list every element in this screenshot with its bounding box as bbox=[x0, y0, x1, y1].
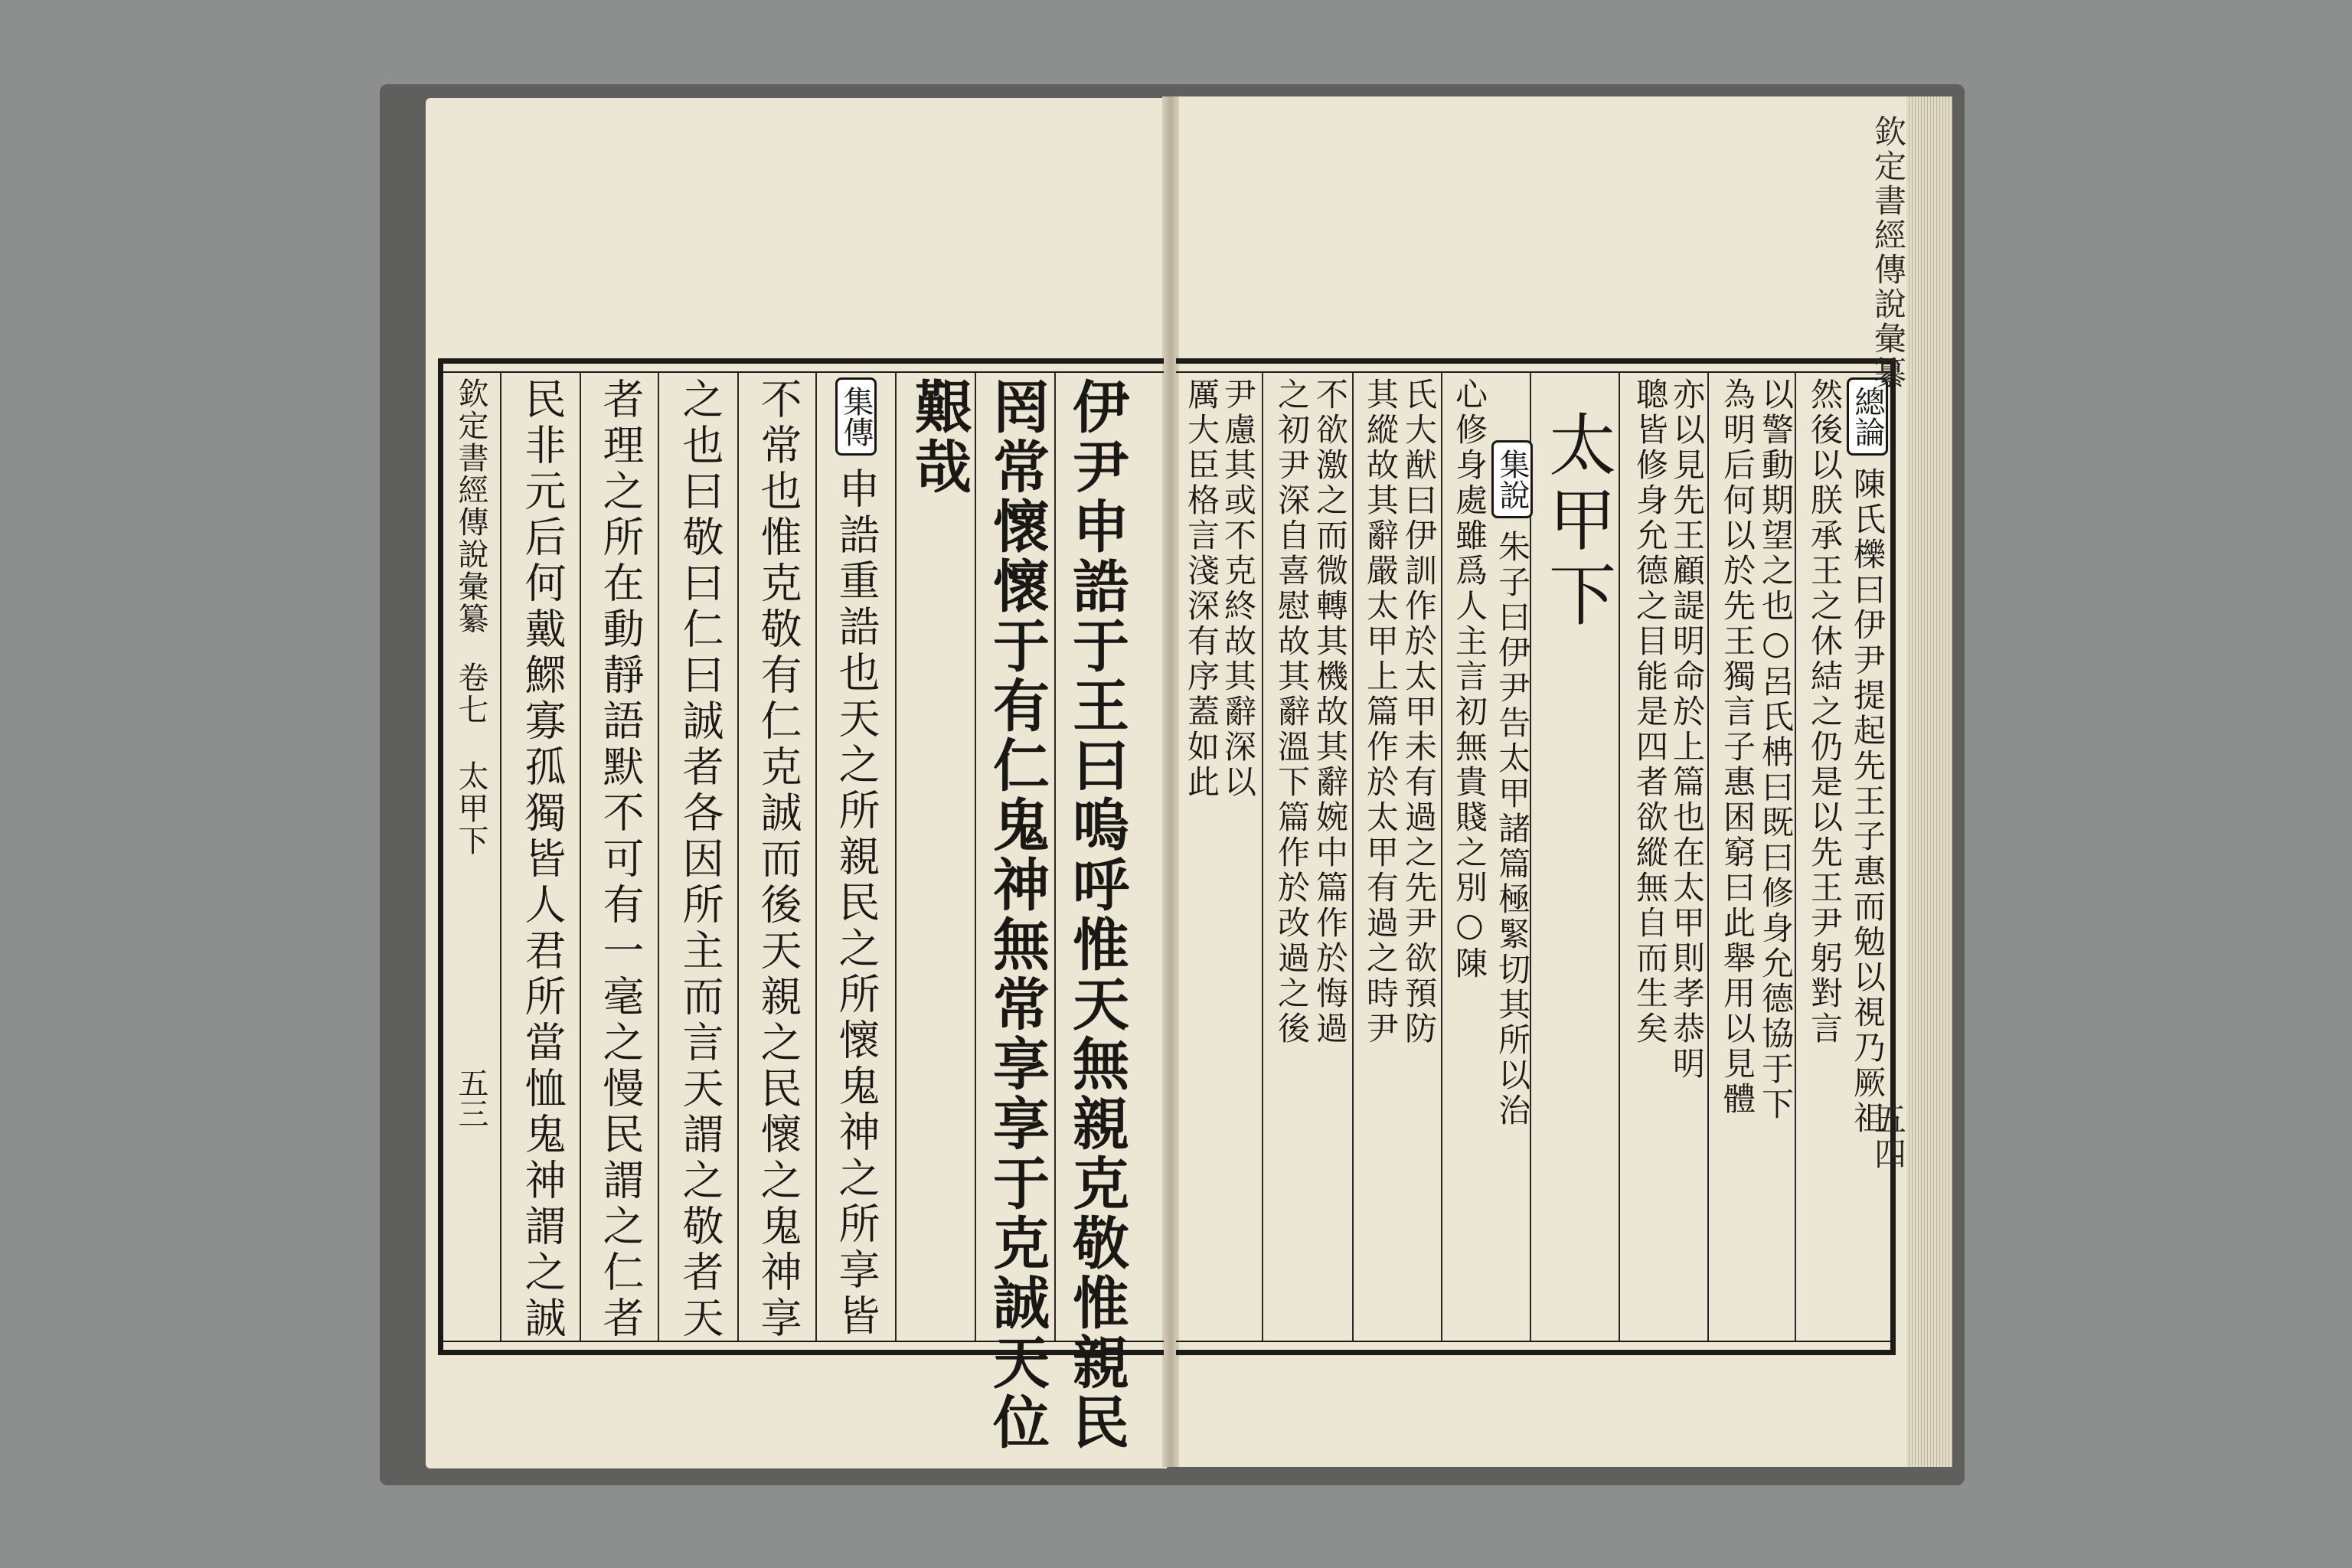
collected-line-4: 其縱故其辭嚴太甲上篇作於太甲有過之時尹 bbox=[1362, 377, 1400, 1047]
note-column-first bbox=[832, 377, 880, 1341]
collected-line-8: 厲大臣格言淺深有序蓋如此 bbox=[1183, 377, 1220, 800]
page-number: 五三 bbox=[453, 1067, 488, 1129]
summary-line-2: 然後以朕承王之休結之仍是以先王尹躬對言 bbox=[1806, 377, 1844, 1047]
column-rule bbox=[658, 373, 659, 1341]
column-rule bbox=[975, 373, 976, 1341]
note-line-4: 者理之所在動靜語默不可有一毫之慢民謂之仁者 bbox=[596, 377, 645, 1342]
collected-line-6: 之初尹深自喜慰故其辭溫下篇作於改過之後 bbox=[1273, 377, 1311, 1047]
note-line-2: 不常也惟克敬有仁克誠而後天親之民懷之鬼神享 bbox=[754, 377, 802, 1342]
margin-column bbox=[449, 377, 493, 1129]
main-text-line-2: 罔常懷懷于有仁鬼神無常享享于克誠天位 bbox=[984, 377, 1050, 1452]
margin-volume: 卷七 bbox=[453, 662, 488, 727]
margin-book-title: 欽定書經傳說彙纂 bbox=[453, 377, 488, 635]
main-text-line-3: 艱哉 bbox=[906, 377, 972, 497]
column-rule bbox=[580, 373, 581, 1341]
column-rule bbox=[815, 373, 817, 1341]
collected-line-5: 不欲激之而微轉其機故其辭婉中篇作於悔過 bbox=[1312, 377, 1349, 1047]
collected-column-first bbox=[1491, 440, 1533, 1129]
summary-line-1: 陳氏櫟曰伊尹提起先王子惠而勉以視乃厥祖 bbox=[1849, 467, 1886, 1137]
column-rule bbox=[1352, 373, 1354, 1341]
column-rule bbox=[895, 373, 897, 1341]
column-rule bbox=[500, 373, 501, 1341]
column-rule bbox=[1262, 373, 1263, 1341]
collected-line-7: 尹慮其或不克終故其辭深以 bbox=[1220, 377, 1257, 800]
column-rule bbox=[1619, 373, 1620, 1341]
right-margin-title: 欽定書經傳說彙纂 bbox=[1870, 115, 1907, 390]
column-rule bbox=[737, 373, 739, 1341]
jizhuan-label: 集傳 bbox=[835, 377, 877, 456]
summary-line-4: 為明后何以於先王獨言子惠困窮曰此舉用以見體 bbox=[1719, 377, 1756, 1117]
summary-line-6: 聰皆修身允德之目能是四者欲縱無自而生矣 bbox=[1632, 377, 1669, 1047]
note-line-3: 之也曰敬曰仁曰誠者各因所主而言天謂之敬者天 bbox=[676, 377, 724, 1342]
page-edges bbox=[1906, 96, 1952, 1467]
column-rule bbox=[1441, 373, 1442, 1341]
note-line-5: 民非元后何戴鰥寡孤獨皆人君所當恤鬼神謂之誠 bbox=[518, 377, 567, 1342]
main-text-line-1: 伊尹申誥于王曰嗚呼惟天無親克敬惟親民 bbox=[1063, 377, 1129, 1452]
summary-line-5: 亦以見先王顧諟明命於上篇也在太甲則孝恭明 bbox=[1668, 377, 1706, 1082]
summary-column-first bbox=[1847, 377, 1888, 1136]
collected-line-2: 心修身處雖爲人主言初無貴賤之別○陳 bbox=[1451, 377, 1488, 982]
column-rule bbox=[1054, 373, 1056, 1341]
collected-line-3: 氏大猷曰伊訓作於太甲未有過之先尹欲預防 bbox=[1400, 377, 1438, 1047]
note-line-1: 申誥重誥也天之所親民之所懷鬼神之所享皆 bbox=[832, 467, 880, 1341]
column-rule bbox=[1707, 373, 1709, 1341]
jishuo-label: 集說 bbox=[1491, 440, 1533, 518]
left-text-frame bbox=[438, 358, 1164, 1452]
column-rule bbox=[1795, 373, 1796, 1341]
collected-line-1: 朱子曰伊尹告太甲諸篇極緊切其所以治 bbox=[1494, 530, 1531, 1129]
right-page-number: 五四 bbox=[1870, 1102, 1907, 1171]
summary-line-3: 以警動期望之也○呂氏柟曰既曰修身允德協于下 bbox=[1757, 377, 1795, 1122]
chapter-heading: 太甲下 bbox=[1538, 410, 1617, 635]
zonglun-label: 總論 bbox=[1847, 377, 1888, 456]
right-text-frame bbox=[1176, 358, 1896, 1355]
margin-chapter: 太甲下 bbox=[453, 760, 488, 858]
